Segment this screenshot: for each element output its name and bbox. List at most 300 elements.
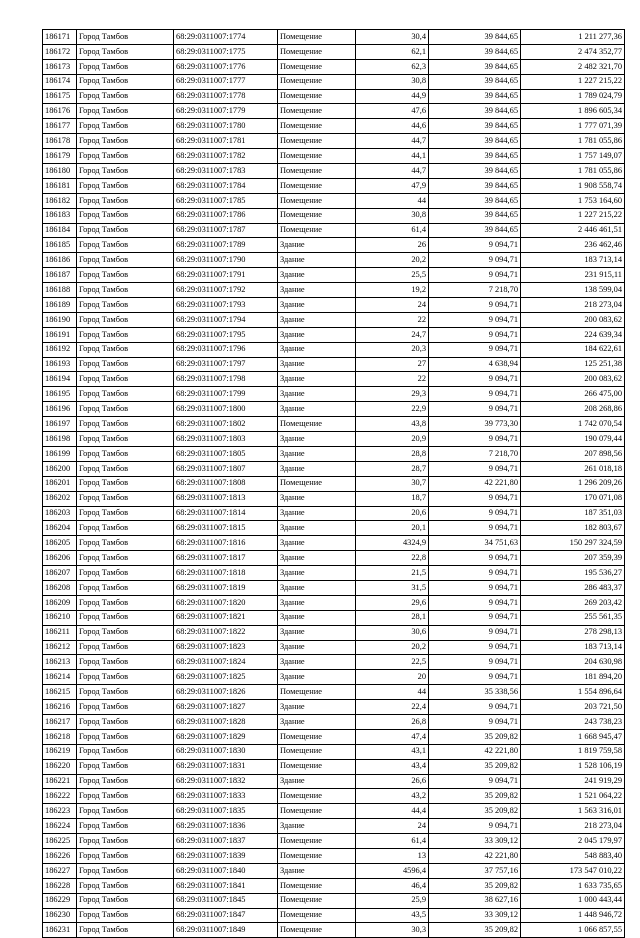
object-type-cell: Помещение <box>278 164 356 179</box>
row-number-cell: 186206 <box>43 551 77 566</box>
area-cell: 19,2 <box>356 283 429 298</box>
row-number-cell: 186214 <box>43 670 77 685</box>
area-cell: 21,5 <box>356 566 429 581</box>
settlement-cell: Город Тамбов <box>77 655 174 670</box>
cadastral-number-cell: 68:29:0311007:1797 <box>174 357 278 372</box>
settlement-cell: Город Тамбов <box>77 580 174 595</box>
object-type-cell: Помещение <box>278 685 356 700</box>
cadastral-value-cell: 1 000 443,44 <box>521 893 625 908</box>
row-number-cell: 186220 <box>43 759 77 774</box>
row-number-cell: 186185 <box>43 238 77 253</box>
settlement-cell: Город Тамбов <box>77 506 174 521</box>
specific-value-cell: 37 757,16 <box>429 863 521 878</box>
table-row <box>43 685 625 700</box>
specific-value-cell: 35 338,56 <box>429 685 521 700</box>
area-cell: 4324,9 <box>356 536 429 551</box>
cadastral-value-cell: 184 622,61 <box>521 342 625 357</box>
cadastral-value-cell: 1 296 209,26 <box>521 476 625 491</box>
settlement-cell: Город Тамбов <box>77 312 174 327</box>
cadastral-value-cell: 1 521 064,22 <box>521 789 625 804</box>
row-number-cell: 186203 <box>43 506 77 521</box>
table-row <box>43 89 625 104</box>
cadastral-value-cell: 231 915,11 <box>521 268 625 283</box>
row-number-cell: 186227 <box>43 863 77 878</box>
object-type-cell: Здание <box>278 670 356 685</box>
object-type-cell: Помещение <box>278 134 356 149</box>
area-cell: 44,7 <box>356 164 429 179</box>
cadastral-value-cell: 269 203,42 <box>521 595 625 610</box>
object-type-cell: Здание <box>278 283 356 298</box>
specific-value-cell: 9 094,71 <box>429 238 521 253</box>
settlement-cell: Город Тамбов <box>77 670 174 685</box>
specific-value-cell: 35 209,82 <box>429 923 521 938</box>
document-page <box>42 29 624 938</box>
area-cell: 44,1 <box>356 149 429 164</box>
table-row <box>43 804 625 819</box>
specific-value-cell: 9 094,71 <box>429 700 521 715</box>
area-cell: 47,9 <box>356 178 429 193</box>
cadastral-number-cell: 68:29:0311007:1821 <box>174 610 278 625</box>
cadastral-value-cell: 1 633 735,65 <box>521 878 625 893</box>
object-type-cell: Помещение <box>278 759 356 774</box>
object-type-cell: Здание <box>278 238 356 253</box>
specific-value-cell: 39 844,65 <box>429 30 521 45</box>
cadastral-value-cell: 173 547 010,22 <box>521 863 625 878</box>
area-cell: 22,8 <box>356 551 429 566</box>
settlement-cell: Город Тамбов <box>77 536 174 551</box>
object-type-cell: Здание <box>278 819 356 834</box>
object-type-cell: Здание <box>278 327 356 342</box>
settlement-cell: Город Тамбов <box>77 878 174 893</box>
cadastral-number-cell: 68:29:0311007:1817 <box>174 551 278 566</box>
object-type-cell: Здание <box>278 357 356 372</box>
cadastral-value-cell: 548 883,40 <box>521 848 625 863</box>
cadastral-value-cell: 187 351,03 <box>521 506 625 521</box>
cadastral-number-cell: 68:29:0311007:1786 <box>174 208 278 223</box>
specific-value-cell: 9 094,71 <box>429 566 521 581</box>
table-row <box>43 119 625 134</box>
specific-value-cell: 39 844,65 <box>429 59 521 74</box>
settlement-cell: Город Тамбов <box>77 863 174 878</box>
object-type-cell: Здание <box>278 491 356 506</box>
table-row <box>43 342 625 357</box>
row-number-cell: 186196 <box>43 402 77 417</box>
specific-value-cell: 9 094,71 <box>429 253 521 268</box>
object-type-cell: Помещение <box>278 804 356 819</box>
area-cell: 28,1 <box>356 610 429 625</box>
table-row <box>43 625 625 640</box>
settlement-cell: Город Тамбов <box>77 923 174 938</box>
cadastral-number-cell: 68:29:0311007:1847 <box>174 908 278 923</box>
cadastral-value-cell: 1 908 558,74 <box>521 178 625 193</box>
cadastral-number-cell: 68:29:0311007:1835 <box>174 804 278 819</box>
settlement-cell: Город Тамбов <box>77 372 174 387</box>
settlement-cell: Город Тамбов <box>77 729 174 744</box>
cadastral-number-cell: 68:29:0311007:1805 <box>174 446 278 461</box>
settlement-cell: Город Тамбов <box>77 804 174 819</box>
cadastral-value-cell: 195 536,27 <box>521 566 625 581</box>
settlement-cell: Город Тамбов <box>77 357 174 372</box>
settlement-cell: Город Тамбов <box>77 387 174 402</box>
settlement-cell: Город Тамбов <box>77 551 174 566</box>
specific-value-cell: 33 309,12 <box>429 834 521 849</box>
cadastral-number-cell: 68:29:0311007:1827 <box>174 700 278 715</box>
cadastral-value-cell: 1 528 106,19 <box>521 759 625 774</box>
cadastral-value-cell: 1 789 024,79 <box>521 89 625 104</box>
cadastral-value-cell: 1 757 149,07 <box>521 149 625 164</box>
cadastral-number-cell: 68:29:0311007:1813 <box>174 491 278 506</box>
cadastral-number-cell: 68:29:0311007:1793 <box>174 298 278 313</box>
area-cell: 20,2 <box>356 640 429 655</box>
cadastral-value-cell: 278 298,13 <box>521 625 625 640</box>
settlement-cell: Город Тамбов <box>77 685 174 700</box>
object-type-cell: Помещение <box>278 893 356 908</box>
row-number-cell: 186229 <box>43 893 77 908</box>
area-cell: 20,6 <box>356 506 429 521</box>
table-row <box>43 908 625 923</box>
object-type-cell: Здание <box>278 774 356 789</box>
object-type-cell: Здание <box>278 566 356 581</box>
row-number-cell: 186221 <box>43 774 77 789</box>
area-cell: 22,9 <box>356 402 429 417</box>
settlement-cell: Город Тамбов <box>77 74 174 89</box>
cadastral-number-cell: 68:29:0311007:1781 <box>174 134 278 149</box>
object-type-cell: Здание <box>278 446 356 461</box>
cadastral-value-cell: 1 227 215,22 <box>521 74 625 89</box>
table-row <box>43 30 625 45</box>
cadastral-value-cell: 218 273,04 <box>521 819 625 834</box>
table-row <box>43 729 625 744</box>
cadastral-value-cell: 207 359,39 <box>521 551 625 566</box>
row-number-cell: 186187 <box>43 268 77 283</box>
area-cell: 44,7 <box>356 134 429 149</box>
cadastral-value-cell: 183 713,14 <box>521 640 625 655</box>
object-type-cell: Помещение <box>278 30 356 45</box>
settlement-cell: Город Тамбов <box>77 208 174 223</box>
cadastral-number-cell: 68:29:0311007:1778 <box>174 89 278 104</box>
row-number-cell: 186182 <box>43 193 77 208</box>
object-type-cell: Здание <box>278 580 356 595</box>
object-type-cell: Здание <box>278 461 356 476</box>
area-cell: 44 <box>356 193 429 208</box>
row-number-cell: 186213 <box>43 655 77 670</box>
cadastral-value-cell: 182 803,67 <box>521 521 625 536</box>
area-cell: 22,5 <box>356 655 429 670</box>
specific-value-cell: 42 221,80 <box>429 744 521 759</box>
area-cell: 62,1 <box>356 44 429 59</box>
row-number-cell: 186231 <box>43 923 77 938</box>
settlement-cell: Город Тамбов <box>77 848 174 863</box>
cadastral-value-cell: 1 781 055,86 <box>521 164 625 179</box>
table-row <box>43 387 625 402</box>
row-number-cell: 186188 <box>43 283 77 298</box>
cadastral-number-cell: 68:29:0311007:1792 <box>174 283 278 298</box>
cadastral-number-cell: 68:29:0311007:1822 <box>174 625 278 640</box>
table-row <box>43 59 625 74</box>
cadastral-value-cell: 266 475,00 <box>521 387 625 402</box>
settlement-cell: Город Тамбов <box>77 893 174 908</box>
cadastral-number-cell: 68:29:0311007:1818 <box>174 566 278 581</box>
table-row <box>43 506 625 521</box>
specific-value-cell: 39 844,65 <box>429 178 521 193</box>
settlement-cell: Город Тамбов <box>77 104 174 119</box>
area-cell: 30,4 <box>356 30 429 45</box>
row-number-cell: 186178 <box>43 134 77 149</box>
specific-value-cell: 4 638,94 <box>429 357 521 372</box>
object-type-cell: Здание <box>278 372 356 387</box>
specific-value-cell: 39 844,65 <box>429 193 521 208</box>
table-row <box>43 640 625 655</box>
specific-value-cell: 9 094,71 <box>429 580 521 595</box>
cadastral-number-cell: 68:29:0311007:1845 <box>174 893 278 908</box>
table-row <box>43 476 625 491</box>
area-cell: 29,6 <box>356 595 429 610</box>
settlement-cell: Город Тамбов <box>77 610 174 625</box>
cadastral-number-cell: 68:29:0311007:1789 <box>174 238 278 253</box>
object-type-cell: Помещение <box>278 834 356 849</box>
cadastral-value-cell: 125 251,38 <box>521 357 625 372</box>
row-number-cell: 186189 <box>43 298 77 313</box>
specific-value-cell: 39 844,65 <box>429 208 521 223</box>
cadastral-value-cell: 190 079,44 <box>521 432 625 447</box>
settlement-cell: Город Тамбов <box>77 446 174 461</box>
table-row <box>43 461 625 476</box>
settlement-cell: Город Тамбов <box>77 44 174 59</box>
specific-value-cell: 39 844,65 <box>429 164 521 179</box>
specific-value-cell: 9 094,71 <box>429 402 521 417</box>
specific-value-cell: 39 773,30 <box>429 417 521 432</box>
object-type-cell: Помещение <box>278 89 356 104</box>
table-row <box>43 893 625 908</box>
cadastral-value-cell: 2 446 461,51 <box>521 223 625 238</box>
table-row <box>43 878 625 893</box>
row-number-cell: 186179 <box>43 149 77 164</box>
table-row <box>43 863 625 878</box>
cadastral-value-cell: 243 738,23 <box>521 714 625 729</box>
settlement-cell: Город Тамбов <box>77 268 174 283</box>
object-type-cell: Помещение <box>278 59 356 74</box>
settlement-cell: Город Тамбов <box>77 908 174 923</box>
table-row <box>43 521 625 536</box>
row-number-cell: 186226 <box>43 848 77 863</box>
table-row <box>43 759 625 774</box>
settlement-cell: Город Тамбов <box>77 566 174 581</box>
table-row <box>43 536 625 551</box>
cadastral-number-cell: 68:29:0311007:1776 <box>174 59 278 74</box>
specific-value-cell: 38 627,16 <box>429 893 521 908</box>
settlement-cell: Город Тамбов <box>77 327 174 342</box>
cadastral-value-cell: 286 483,37 <box>521 580 625 595</box>
cadastral-value-cell: 224 639,34 <box>521 327 625 342</box>
cadastral-number-cell: 68:29:0311007:1819 <box>174 580 278 595</box>
table-row <box>43 446 625 461</box>
settlement-cell: Город Тамбов <box>77 744 174 759</box>
cadastral-value-cell: 1 554 896,64 <box>521 685 625 700</box>
settlement-cell: Город Тамбов <box>77 134 174 149</box>
table-row <box>43 238 625 253</box>
cadastral-value-table <box>42 29 625 938</box>
specific-value-cell: 7 218,70 <box>429 446 521 461</box>
cadastral-number-cell: 68:29:0311007:1785 <box>174 193 278 208</box>
specific-value-cell: 35 209,82 <box>429 804 521 819</box>
row-number-cell: 186208 <box>43 580 77 595</box>
table-row <box>43 714 625 729</box>
specific-value-cell: 39 844,65 <box>429 149 521 164</box>
area-cell: 25,5 <box>356 268 429 283</box>
cadastral-value-cell: 1 753 164,60 <box>521 193 625 208</box>
object-type-cell: Здание <box>278 551 356 566</box>
cadastral-value-cell: 2 045 179,97 <box>521 834 625 849</box>
table-row <box>43 164 625 179</box>
specific-value-cell: 39 844,65 <box>429 44 521 59</box>
area-cell: 27 <box>356 357 429 372</box>
settlement-cell: Город Тамбов <box>77 342 174 357</box>
row-number-cell: 186197 <box>43 417 77 432</box>
table-row <box>43 774 625 789</box>
area-cell: 30,8 <box>356 208 429 223</box>
cadastral-number-cell: 68:29:0311007:1837 <box>174 834 278 849</box>
cadastral-number-cell: 68:29:0311007:1823 <box>174 640 278 655</box>
settlement-cell: Город Тамбов <box>77 59 174 74</box>
specific-value-cell: 39 844,65 <box>429 134 521 149</box>
cadastral-number-cell: 68:29:0311007:1829 <box>174 729 278 744</box>
row-number-cell: 186222 <box>43 789 77 804</box>
row-number-cell: 186204 <box>43 521 77 536</box>
settlement-cell: Город Тамбов <box>77 714 174 729</box>
specific-value-cell: 42 221,80 <box>429 476 521 491</box>
specific-value-cell: 34 751,63 <box>429 536 521 551</box>
cadastral-number-cell: 68:29:0311007:1774 <box>174 30 278 45</box>
row-number-cell: 186174 <box>43 74 77 89</box>
cadastral-number-cell: 68:29:0311007:1814 <box>174 506 278 521</box>
cadastral-value-cell: 207 898,56 <box>521 446 625 461</box>
row-number-cell: 186194 <box>43 372 77 387</box>
area-cell: 44,6 <box>356 119 429 134</box>
settlement-cell: Город Тамбов <box>77 164 174 179</box>
table-row <box>43 580 625 595</box>
area-cell: 61,4 <box>356 223 429 238</box>
object-type-cell: Помещение <box>278 178 356 193</box>
table-row <box>43 149 625 164</box>
specific-value-cell: 9 094,71 <box>429 595 521 610</box>
row-number-cell: 186202 <box>43 491 77 506</box>
area-cell: 30,3 <box>356 923 429 938</box>
table-row <box>43 74 625 89</box>
specific-value-cell: 9 094,71 <box>429 387 521 402</box>
area-cell: 29,3 <box>356 387 429 402</box>
cadastral-value-cell: 218 273,04 <box>521 298 625 313</box>
row-number-cell: 186190 <box>43 312 77 327</box>
cadastral-number-cell: 68:29:0311007:1780 <box>174 119 278 134</box>
object-type-cell: Здание <box>278 714 356 729</box>
settlement-cell: Город Тамбов <box>77 491 174 506</box>
cadastral-number-cell: 68:29:0311007:1807 <box>174 461 278 476</box>
row-number-cell: 186186 <box>43 253 77 268</box>
area-cell: 43,4 <box>356 759 429 774</box>
cadastral-value-cell: 2 482 321,70 <box>521 59 625 74</box>
settlement-cell: Город Тамбов <box>77 834 174 849</box>
row-number-cell: 186192 <box>43 342 77 357</box>
area-cell: 47,6 <box>356 104 429 119</box>
area-cell: 24,7 <box>356 327 429 342</box>
cadastral-value-cell: 1 742 070,54 <box>521 417 625 432</box>
object-type-cell: Здание <box>278 625 356 640</box>
object-type-cell: Помещение <box>278 149 356 164</box>
row-number-cell: 186193 <box>43 357 77 372</box>
row-number-cell: 186212 <box>43 640 77 655</box>
cadastral-number-cell: 68:29:0311007:1782 <box>174 149 278 164</box>
area-cell: 61,4 <box>356 834 429 849</box>
cadastral-value-cell: 1 227 215,22 <box>521 208 625 223</box>
row-number-cell: 186181 <box>43 178 77 193</box>
table-row <box>43 670 625 685</box>
area-cell: 30,7 <box>356 476 429 491</box>
cadastral-value-cell: 138 599,04 <box>521 283 625 298</box>
area-cell: 18,7 <box>356 491 429 506</box>
area-cell: 44,4 <box>356 804 429 819</box>
cadastral-number-cell: 68:29:0311007:1831 <box>174 759 278 774</box>
settlement-cell: Город Тамбов <box>77 298 174 313</box>
table-row <box>43 655 625 670</box>
area-cell: 44,9 <box>356 89 429 104</box>
table-row <box>43 253 625 268</box>
cadastral-number-cell: 68:29:0311007:1836 <box>174 819 278 834</box>
area-cell: 24 <box>356 819 429 834</box>
object-type-cell: Здание <box>278 640 356 655</box>
table-row <box>43 432 625 447</box>
specific-value-cell: 9 094,71 <box>429 625 521 640</box>
settlement-cell: Город Тамбов <box>77 432 174 447</box>
settlement-cell: Город Тамбов <box>77 119 174 134</box>
settlement-cell: Город Тамбов <box>77 238 174 253</box>
settlement-cell: Город Тамбов <box>77 595 174 610</box>
specific-value-cell: 39 844,65 <box>429 119 521 134</box>
row-number-cell: 186215 <box>43 685 77 700</box>
cadastral-value-cell: 1 563 316,01 <box>521 804 625 819</box>
table-row <box>43 104 625 119</box>
object-type-cell: Здание <box>278 432 356 447</box>
object-type-cell: Помещение <box>278 848 356 863</box>
cadastral-value-cell: 261 018,18 <box>521 461 625 476</box>
table-row <box>43 744 625 759</box>
row-number-cell: 186211 <box>43 625 77 640</box>
table-row <box>43 44 625 59</box>
settlement-cell: Город Тамбов <box>77 819 174 834</box>
row-number-cell: 186198 <box>43 432 77 447</box>
cadastral-value-cell: 1 777 071,39 <box>521 119 625 134</box>
area-cell: 24 <box>356 298 429 313</box>
specific-value-cell: 35 209,82 <box>429 878 521 893</box>
object-type-cell: Помещение <box>278 193 356 208</box>
settlement-cell: Город Тамбов <box>77 417 174 432</box>
specific-value-cell: 9 094,71 <box>429 268 521 283</box>
table-row <box>43 848 625 863</box>
specific-value-cell: 9 094,71 <box>429 551 521 566</box>
area-cell: 25,9 <box>356 893 429 908</box>
specific-value-cell: 9 094,71 <box>429 506 521 521</box>
area-cell: 46,4 <box>356 878 429 893</box>
cadastral-value-cell: 1 448 946,72 <box>521 908 625 923</box>
cadastral-number-cell: 68:29:0311007:1779 <box>174 104 278 119</box>
table-row <box>43 223 625 238</box>
row-number-cell: 186200 <box>43 461 77 476</box>
specific-value-cell: 9 094,71 <box>429 610 521 625</box>
table-row <box>43 357 625 372</box>
table-row <box>43 923 625 938</box>
cadastral-number-cell: 68:29:0311007:1839 <box>174 848 278 863</box>
object-type-cell: Помещение <box>278 923 356 938</box>
specific-value-cell: 9 094,71 <box>429 819 521 834</box>
